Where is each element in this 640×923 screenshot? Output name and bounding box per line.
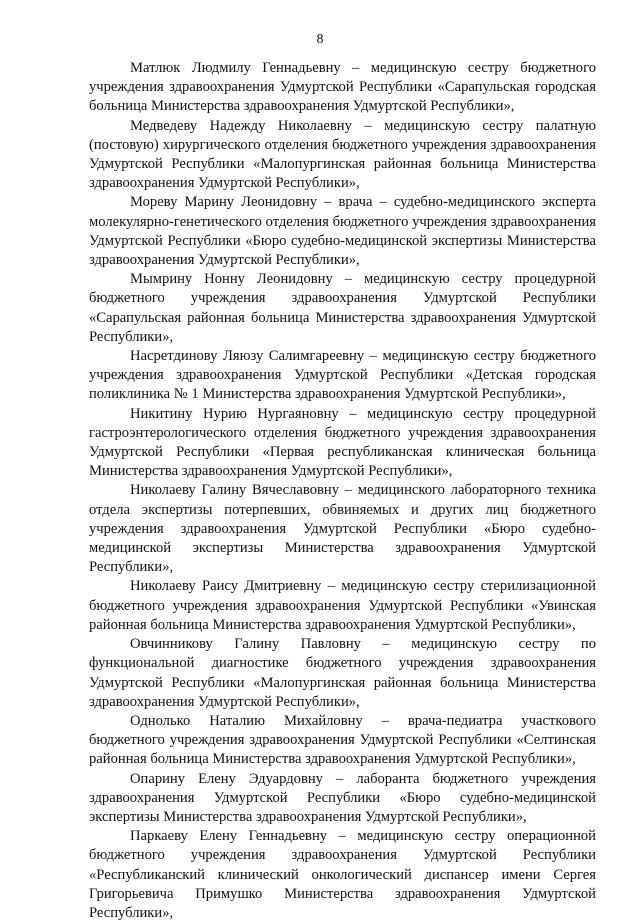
award-entry: Паркаеву Елену Геннадьевну – медицинскую сестру операционной бюджетного учреждения здравоохранения Удмуртской Республики «Республиканский клинический онкологический диспансер имени Сергея Григорьевича Примушко Министерства здравоохранения Удмуртской Республики», — [89, 828, 596, 921]
award-entry: Николаеву Галину Вячеславовну – медицинского лабораторного техника отдела экспертизы потерпевших, обвиняемых и других лиц бюджетного учреждения здравоохранения Удмуртской Республики «Бюро судебно-медицинской экспертизы Министерства здравоохранения Удмуртской Республики», — [89, 482, 596, 576]
award-entry: Овчинникову Галину Павловну – медицинскую сестру по функциональной диагностике бюджетного учреждения здравоохранения Удмуртской Республики «Малопургинская районная больница Министерства здравоохранения Удмуртской Республики», — [89, 636, 596, 710]
award-entry: Медведеву Надежду Николаевну – медицинскую сестру палатную (постовую) хирургического отделения бюджетного учреждения здравоохранения Удмуртской Республики «Малопургинская районная больница Министерства здравоохранения Удмуртской Республики», — [89, 117, 596, 192]
award-entry: Насретдинову Ляюзу Салимгареевну – медицинскую сестру бюджетного учреждения здравоохранения Удмуртской Республики «Детская городская поликлиника № 1 Министерства здравоохранения Удмуртской Республики», — [89, 348, 596, 403]
award-entry: Опарину Елену Эдуардовну – лаборанта бюджетного учреждения здравоохранения Удмуртской Республики «Бюро судебно-медицинской экспертизы Министерства здравоохранения Удмуртской Республики», — [89, 770, 596, 825]
award-entry: Однолько Наталию Михайловну – врача-педиатра участкового бюджетного учреждения здравоохранения Удмуртской Республики «Селтинская районная больница Министерства здравоохранения Удмуртской Республики», — [89, 712, 596, 768]
award-entry: Мымрину Нонну Леонидовну – медицинскую сестру процедурной бюджетного учреждения здравоохранения Удмуртской Республики «Сарапульская районная больница Министерства здравоохранения Удмуртской Республики», — [89, 271, 596, 345]
award-entry: Никитину Нурию Нургаяновну – медицинскую сестру процедурной гастроэнтерологического отделения бюджетного учреждения здравоохранения Удмуртской Республики «Первая республиканская клиническая больница Министерства здравоохранения Удмуртской Республики», — [89, 405, 596, 480]
award-list — [89, 59, 596, 923]
page-number: 8 — [316, 32, 324, 47]
award-entry: Матлюк Людмилу Геннадьевну – медицинскую сестру бюджетного учреждения здравоохранения Удмуртской Республики «Сарапульская городская больница Министерства здравоохранения Удмуртской Республики», — [89, 60, 596, 115]
award-entry: Мореву Марину Леонидовну – врача – судебно-медицинского эксперта молекулярно-генетического отделения бюджетного учреждения здравоохранения Удмуртской Республики «Бюро судебно-медицинской экспертизы Министерства здравоохранения Удмуртской Республики», — [89, 194, 596, 269]
award-entry: Николаеву Раису Дмитриевну – медицинскую сестру стерилизационной бюджетного учреждения здравоохранения Удмуртской Республики «Увинская районная больница Министерства здравоохранения Удмуртской Республики», — [89, 578, 596, 633]
